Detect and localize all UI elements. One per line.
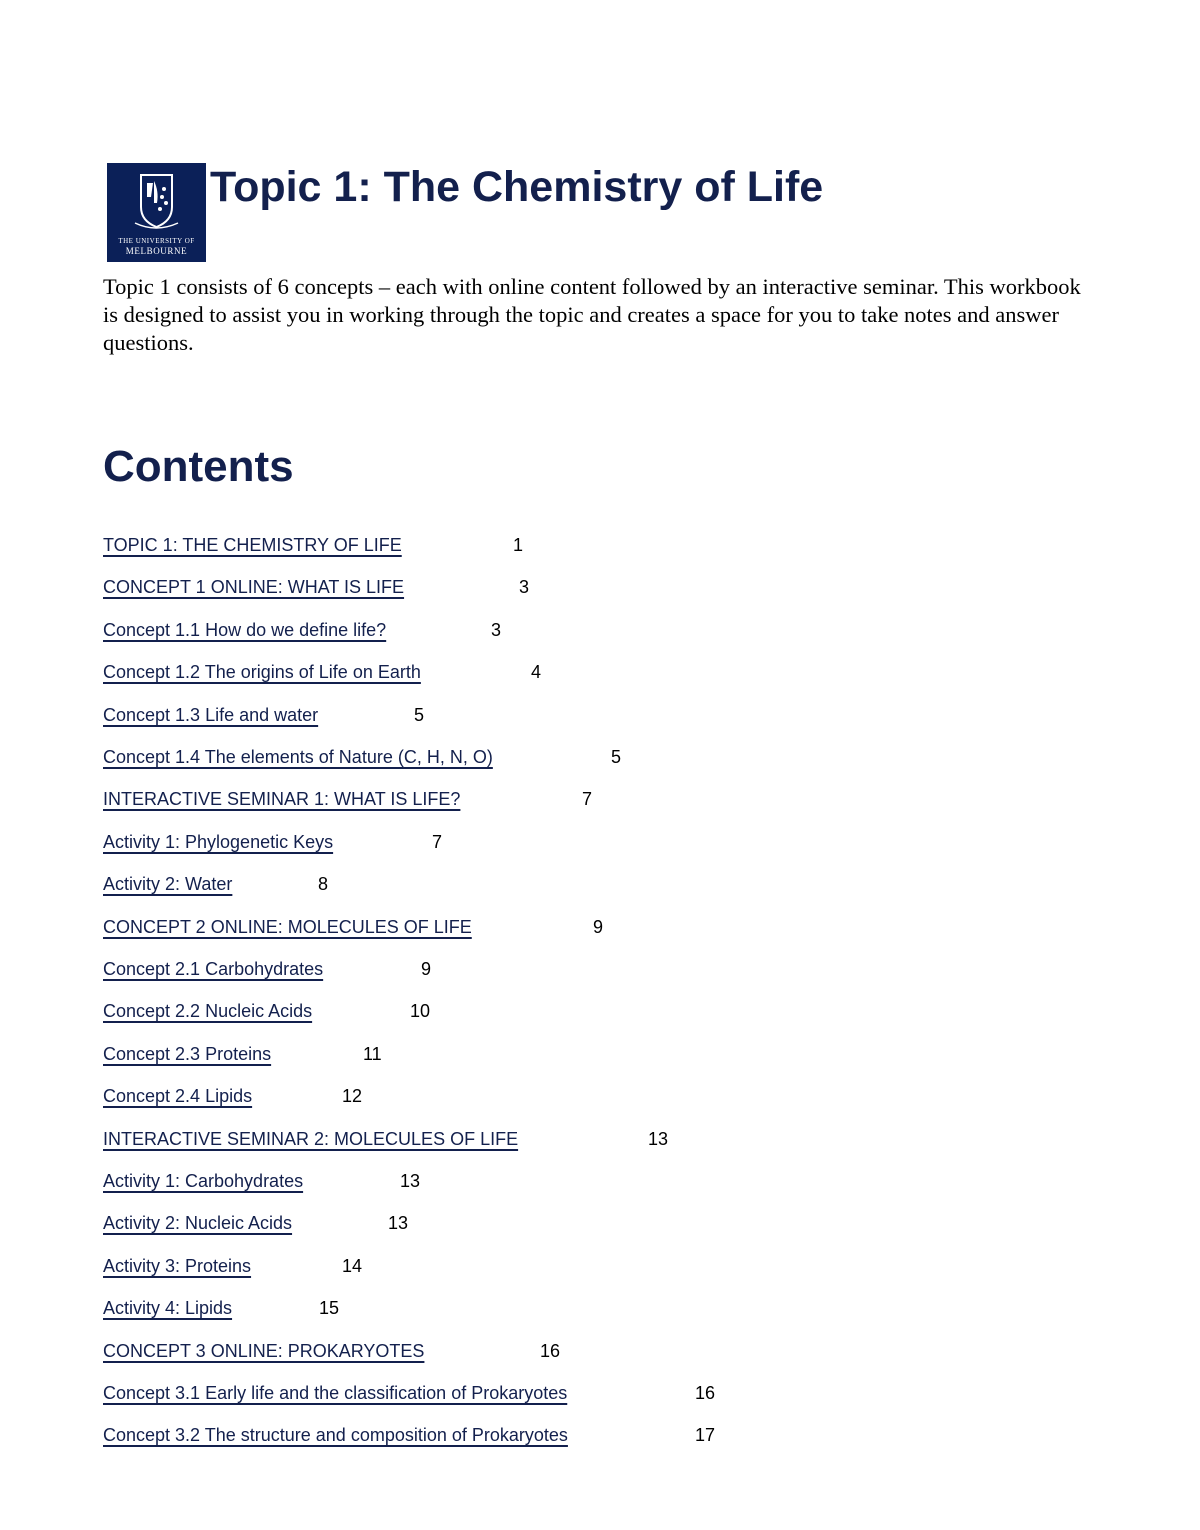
logo-line-1: THE UNIVERSITY OF xyxy=(118,237,195,245)
page-title: Topic 1: The Chemistry of Life xyxy=(210,163,824,211)
intro-paragraph: Topic 1 consists of 6 concepts – each with online content followed by an interactive seminar. This workbook is designed to assist you in working through the topic and creates a space for you to take notes and answer questions. xyxy=(103,274,1081,355)
toc-link[interactable]: CONCEPT 2 ONLINE: MOLECULES OF LIFE xyxy=(103,917,472,937)
toc-page-number: 5 xyxy=(414,705,425,725)
toc-entry xyxy=(103,829,443,859)
toc-entry xyxy=(103,1083,363,1113)
toc-page-number: 16 xyxy=(540,1341,561,1361)
toc-link[interactable]: Concept 2.4 Lipids xyxy=(103,1086,253,1106)
university-crest-icon xyxy=(107,163,206,262)
toc-page-number: 9 xyxy=(421,959,432,979)
toc-page-number: 7 xyxy=(582,789,593,809)
toc-link[interactable]: Concept 1.1 How do we define life? xyxy=(103,620,387,640)
toc-page-number: 3 xyxy=(519,577,530,597)
toc-page-number: 13 xyxy=(400,1171,421,1191)
university-logo xyxy=(107,163,206,262)
toc-link[interactable]: Activity 2: Nucleic Acids xyxy=(103,1213,293,1233)
toc-link[interactable]: Concept 3.2 The structure and composition of Prokaryotes xyxy=(103,1425,568,1445)
toc-link[interactable]: Activity 1: Carbohydrates xyxy=(103,1171,304,1191)
toc-page-number: 14 xyxy=(342,1256,363,1276)
toc-page-number: 12 xyxy=(342,1086,363,1106)
toc-link[interactable]: Concept 2.2 Nucleic Acids xyxy=(103,1001,313,1021)
toc-entry xyxy=(103,532,524,562)
toc-link[interactable]: Concept 1.4 The elements of Nature (C, H, N, O) xyxy=(103,747,493,767)
toc-link[interactable]: INTERACTIVE SEMINAR 1: WHAT IS LIFE? xyxy=(103,789,461,809)
toc-page-number: 10 xyxy=(410,1001,431,1021)
toc-link[interactable]: Concept 1.2 The origins of Life on Earth xyxy=(103,662,421,682)
toc-entry xyxy=(103,744,622,774)
toc-page-number: 13 xyxy=(648,1129,669,1149)
toc-entry xyxy=(103,914,604,944)
toc-page-number: 13 xyxy=(388,1213,409,1233)
toc-page-number: 15 xyxy=(319,1298,340,1318)
toc-entry xyxy=(103,1338,561,1368)
toc-page-number: 9 xyxy=(593,917,604,937)
toc-page-number: 17 xyxy=(695,1425,716,1445)
toc-link[interactable]: Concept 1.3 Life and water xyxy=(103,705,319,725)
toc-link[interactable]: INTERACTIVE SEMINAR 2: MOLECULES OF LIFE xyxy=(103,1129,519,1149)
toc-link[interactable]: Concept 2.3 Proteins xyxy=(103,1044,272,1064)
toc-page-number: 4 xyxy=(531,662,542,682)
toc-link[interactable]: Concept 2.1 Carbohydrates xyxy=(103,959,324,979)
toc-link[interactable]: Activity 3: Proteins xyxy=(103,1256,252,1276)
toc-page-number: 8 xyxy=(318,874,329,894)
toc-entry xyxy=(103,702,425,732)
toc-entry xyxy=(103,1126,669,1156)
toc-entry xyxy=(103,786,593,816)
toc-link[interactable]: CONCEPT 3 ONLINE: PROKARYOTES xyxy=(103,1341,425,1361)
contents-heading: Contents xyxy=(103,442,294,491)
toc-page-number: 7 xyxy=(432,832,443,852)
toc-entry xyxy=(103,617,502,647)
toc-page-number: 5 xyxy=(611,747,622,767)
toc-link[interactable]: TOPIC 1: THE CHEMISTRY OF LIFE xyxy=(103,535,402,555)
toc-entry xyxy=(103,871,329,901)
toc-link[interactable]: Activity 2: Water xyxy=(103,874,233,894)
toc-page-number: 3 xyxy=(491,620,502,640)
toc-link[interactable]: Activity 1: Phylogenetic Keys xyxy=(103,832,334,852)
toc-entry xyxy=(103,1295,340,1325)
toc-entry xyxy=(103,1168,421,1198)
toc-entry xyxy=(103,1380,716,1410)
toc-link[interactable]: CONCEPT 1 ONLINE: WHAT IS LIFE xyxy=(103,577,405,597)
toc-entry xyxy=(103,1422,716,1452)
toc-entry xyxy=(103,998,431,1028)
toc-entry xyxy=(103,956,432,986)
toc-page-number: 11 xyxy=(363,1044,382,1064)
toc-page-number: 1 xyxy=(513,535,524,555)
toc-entry xyxy=(103,574,530,604)
toc-page-number: 16 xyxy=(695,1383,716,1403)
toc-entry xyxy=(103,1253,363,1283)
toc-link[interactable]: Activity 4: Lipids xyxy=(103,1298,233,1318)
toc-link[interactable]: Concept 3.1 Early life and the classification of Prokaryotes xyxy=(103,1383,568,1403)
toc-entry xyxy=(103,1210,409,1240)
toc-entry xyxy=(103,1041,382,1071)
toc-entry xyxy=(103,659,542,689)
logo-line-2: MELBOURNE xyxy=(125,246,188,256)
